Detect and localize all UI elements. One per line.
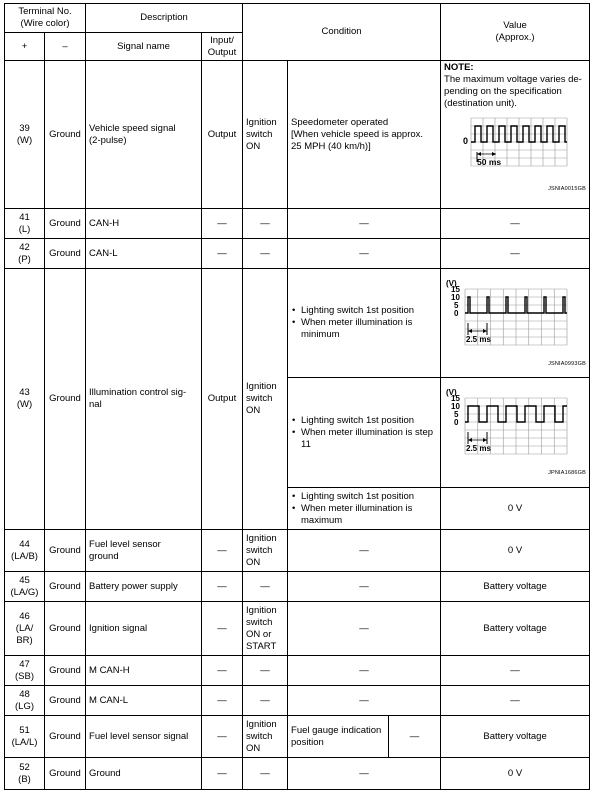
ignition-cell: Ignition switch ON	[243, 269, 288, 530]
signal-name-cell: Ground	[86, 758, 202, 790]
y-tick-5: 5	[454, 300, 459, 310]
figure-code: JSNIA0015GB	[548, 186, 587, 192]
y-tick-0: 0	[454, 418, 459, 427]
table-row	[5, 572, 590, 602]
signal-name-cell: CAN-L	[86, 239, 202, 269]
time-label: 2.5 ms	[466, 334, 491, 344]
header-plus: +	[5, 33, 45, 61]
signal-name-cell: M CAN-L	[86, 686, 202, 716]
header-terminal: Terminal No. (Wire color)	[5, 4, 86, 33]
header-input-output: Input/ Output	[202, 33, 243, 61]
condition-bullet: • Lighting switch 1st position	[291, 305, 437, 317]
io-cell: —	[202, 239, 243, 269]
ground-cell: Ground	[45, 656, 86, 686]
terminal-cell: 44 (LA/B)	[5, 530, 45, 572]
header-signal-name: Signal name	[86, 33, 202, 61]
value-cell	[441, 269, 590, 378]
value-cell: 0 V	[441, 530, 590, 572]
note-text: NOTE: The maximum voltage varies de- pending on the specification (destination unit).	[444, 62, 582, 109]
condition-cell: —	[288, 758, 441, 790]
condition-cell: —	[288, 209, 441, 239]
io-cell: —	[202, 530, 243, 572]
io-cell: —	[202, 572, 243, 602]
table-row	[5, 209, 590, 239]
terminal-cell: 52 (B)	[5, 758, 45, 790]
condition-cell: —	[288, 530, 441, 572]
value-cell	[441, 378, 590, 488]
terminal-cell: 43 (W)	[5, 269, 45, 530]
io-cell: —	[202, 716, 243, 758]
condition-bullet: • When meter illumination is minimum	[291, 317, 437, 341]
terminal-cell: 42 (P)	[5, 239, 45, 269]
ignition-cell: —	[243, 656, 288, 686]
value-cell: Battery voltage	[441, 602, 590, 656]
condition-sub-cell: —	[389, 716, 441, 758]
signal-name-cell: Ignition signal	[86, 602, 202, 656]
ground-cell: Ground	[45, 602, 86, 656]
ground-cell: Ground	[45, 686, 86, 716]
time-label: 50 ms	[477, 157, 502, 167]
table-row	[5, 530, 590, 572]
ignition-cell: Ignition switch ON or START	[243, 602, 288, 656]
header-minus: –	[45, 33, 86, 61]
volt-unit-label: (V)	[446, 388, 457, 397]
y-tick-10: 10	[451, 292, 460, 302]
figure-code: JPNIA1686GB	[548, 470, 587, 476]
value-cell: —	[441, 656, 590, 686]
signal-name-cell: Battery power supply	[86, 572, 202, 602]
ignition-cell: Ignition switch ON	[243, 61, 288, 209]
zero-label: 0	[463, 136, 469, 146]
condition-bullet: • When meter illumination is maximum	[291, 503, 437, 527]
terminal-cell: 47 (SB)	[5, 656, 45, 686]
value-cell: —	[441, 209, 590, 239]
condition-cell: —	[288, 572, 441, 602]
value-cell: —	[441, 239, 590, 269]
condition-cell: Speedometer operated [When vehicle speed is approx. 25 MPH (40 km/h)]	[288, 61, 441, 209]
ground-cell: Ground	[45, 239, 86, 269]
ignition-cell: Ignition switch ON	[243, 716, 288, 758]
y-tick-10: 10	[451, 402, 460, 411]
condition-bullet: • When meter illumination is step 11	[291, 427, 437, 451]
signal-name-cell: Fuel level sensor signal	[86, 716, 202, 758]
table-row	[5, 602, 590, 656]
signal-name-cell: M CAN-H	[86, 656, 202, 686]
table-row	[5, 758, 590, 790]
y-tick-5: 5	[454, 410, 459, 419]
condition-cell: —	[288, 656, 441, 686]
condition-bullet: • Lighting switch 1st position	[291, 491, 437, 503]
y-tick-15: 15	[451, 394, 460, 403]
signal-name-cell: Illumination control sig- nal	[86, 269, 202, 530]
ignition-cell: Ignition switch ON	[243, 530, 288, 572]
volt-unit-label: (V)	[446, 278, 457, 288]
illumination-waveform-min	[444, 277, 586, 370]
io-cell: —	[202, 602, 243, 656]
condition-cell	[288, 269, 441, 378]
condition-cell: —	[288, 602, 441, 656]
header-description: Description	[86, 4, 243, 33]
ignition-cell: —	[243, 686, 288, 716]
y-tick-15: 15	[451, 284, 460, 294]
illumination-waveform-step11	[444, 386, 586, 479]
table-row	[5, 61, 590, 209]
ground-cell: Ground	[45, 572, 86, 602]
table-row	[5, 239, 590, 269]
value-cell: 0 V	[441, 488, 590, 530]
table-row	[5, 716, 590, 758]
y-tick-0: 0	[454, 308, 459, 318]
ground-cell: Ground	[45, 758, 86, 790]
header-condition: Condition	[243, 4, 441, 61]
ignition-cell: —	[243, 209, 288, 239]
table-row	[5, 686, 590, 716]
figure-code: JSNIA0993GB	[548, 360, 587, 367]
speed-waveform	[444, 110, 586, 195]
ground-cell: Ground	[45, 209, 86, 239]
ground-cell: Ground	[45, 61, 86, 209]
header-value: Value (Approx.)	[441, 4, 590, 61]
ground-cell: Ground	[45, 530, 86, 572]
table-row	[5, 269, 590, 378]
time-label: 2.5 ms	[466, 444, 491, 453]
condition-cell: —	[288, 239, 441, 269]
value-cell: 0 V	[441, 758, 590, 790]
condition-cell: —	[288, 686, 441, 716]
signal-name-cell: CAN-H	[86, 209, 202, 239]
terminal-table	[4, 3, 590, 790]
terminal-cell: 48 (LG)	[5, 686, 45, 716]
ignition-cell: —	[243, 758, 288, 790]
value-cell: Battery voltage	[441, 716, 590, 758]
io-cell: Output	[202, 61, 243, 209]
table-row	[5, 656, 590, 686]
value-cell: Battery voltage	[441, 572, 590, 602]
ignition-cell: —	[243, 572, 288, 602]
signal-name-cell: Vehicle speed signal (2-pulse)	[86, 61, 202, 209]
io-cell: —	[202, 758, 243, 790]
value-cell	[441, 61, 590, 209]
signal-name-cell: Fuel level sensor ground	[86, 530, 202, 572]
condition-bullet: • Lighting switch 1st position	[291, 415, 437, 427]
io-cell: —	[202, 209, 243, 239]
terminal-cell: 41 (L)	[5, 209, 45, 239]
condition-cell	[288, 378, 441, 488]
condition-cell: Fuel gauge indication position	[288, 716, 389, 758]
io-cell: —	[202, 686, 243, 716]
ground-cell: Ground	[45, 269, 86, 530]
terminal-cell: 39 (W)	[5, 61, 45, 209]
condition-cell	[288, 488, 441, 530]
io-cell: —	[202, 656, 243, 686]
terminal-cell: 51 (LA/L)	[5, 716, 45, 758]
ground-cell: Ground	[45, 716, 86, 758]
value-cell: —	[441, 686, 590, 716]
ignition-cell: —	[243, 239, 288, 269]
terminal-cell: 46 (LA/ BR)	[5, 602, 45, 656]
terminal-cell: 45 (LA/G)	[5, 572, 45, 602]
io-cell: Output	[202, 269, 243, 530]
